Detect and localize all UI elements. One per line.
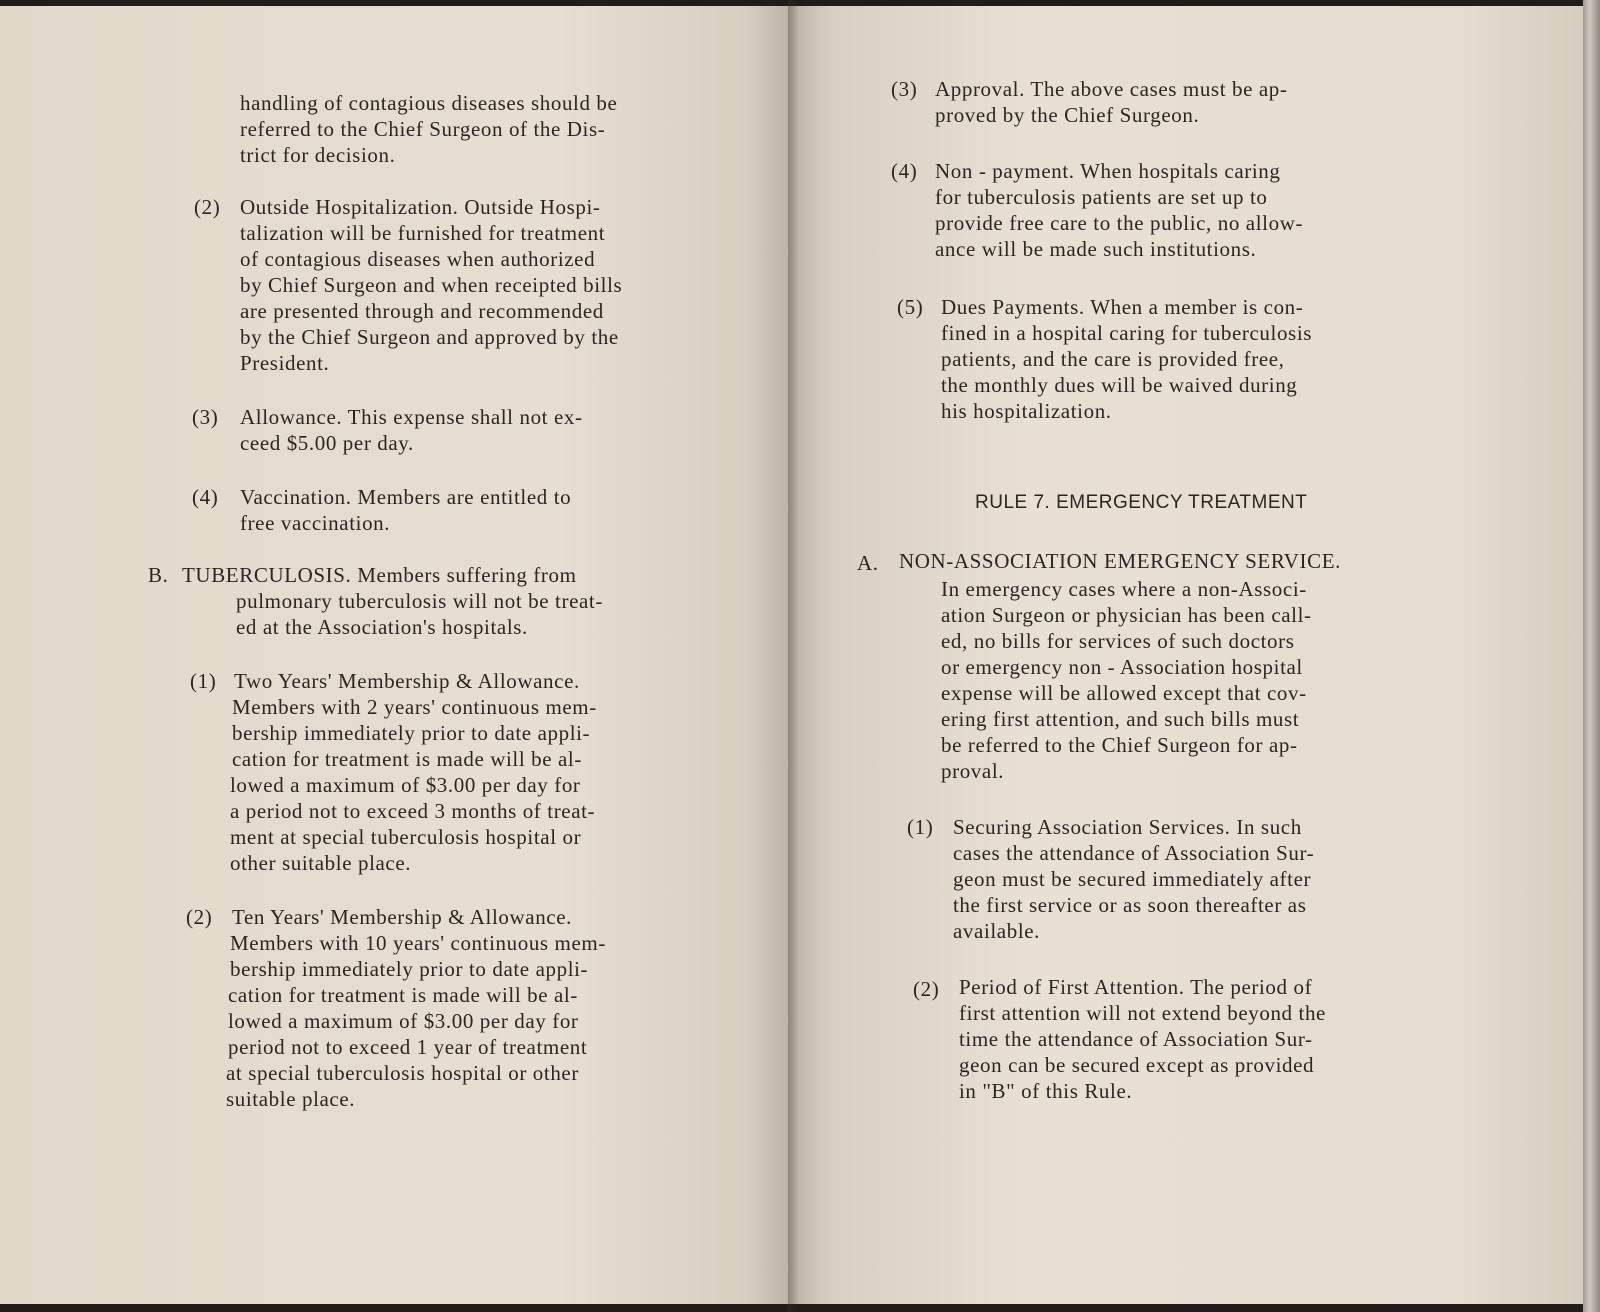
- text-line: first attention will not extend beyond the: [959, 1001, 1326, 1025]
- text-line: ceed $5.00 per day.: [240, 431, 414, 455]
- text-line: by Chief Surgeon and when receipted bills: [240, 273, 623, 297]
- text-line: for tuberculosis patients are set up to: [935, 185, 1268, 209]
- text-line: ed, no bills for services of such doctors: [941, 629, 1295, 653]
- text-line: Members with 2 years' continuous mem-: [232, 695, 597, 719]
- text-line: Non - payment. When hospitals caring: [935, 159, 1281, 183]
- text-line: suitable place.: [226, 1087, 356, 1111]
- text-line: proval.: [941, 759, 1005, 783]
- text-line: in "B" of this Rule.: [959, 1079, 1133, 1103]
- text-line: Securing Association Services. In such: [953, 815, 1302, 839]
- text-line: Outside Hospitalization. Outside Hospi-: [240, 195, 601, 219]
- item-marker: (1): [907, 815, 934, 839]
- text-line: Ten Years' Membership & Allowance.: [232, 905, 572, 929]
- text-line: Members with 10 years' continuous mem-: [230, 931, 606, 955]
- text-line: available.: [953, 919, 1041, 943]
- text-line: handling of contagious diseases should be: [240, 91, 618, 115]
- section-marker: B.: [148, 563, 169, 587]
- text-line: bership immediately prior to date appli-: [232, 721, 591, 745]
- text-line: at special tuberculosis hospital or other: [226, 1061, 579, 1085]
- text-line: Dues Payments. When a member is con-: [941, 295, 1304, 319]
- text-line: Period of First Attention. The period of: [959, 975, 1313, 999]
- left-page: [0, 6, 793, 1304]
- text-line: ation Surgeon or physician has been call-: [941, 603, 1312, 627]
- text-line: cation for treatment is made will be al-: [232, 747, 582, 771]
- text-line: trict for decision.: [240, 143, 396, 167]
- text-line: geon must be secured immediately after: [953, 867, 1312, 891]
- text-line: ering first attention, and such bills must: [941, 707, 1300, 731]
- text-line: NON-ASSOCIATION EMERGENCY SERVICE.: [899, 549, 1342, 573]
- book-gutter: [788, 0, 798, 1312]
- text-line: pulmonary tuberculosis will not be treat-: [236, 589, 603, 613]
- text-line: Approval. The above cases must be ap-: [935, 77, 1288, 101]
- text-line: Allowance. This expense shall not ex-: [240, 405, 583, 429]
- text-line: ed at the Association's hospitals.: [236, 615, 528, 639]
- text-line: ance will be made such institutions.: [935, 237, 1257, 261]
- text-line: the monthly dues will be waived during: [941, 373, 1298, 397]
- item-marker: (2): [194, 195, 221, 219]
- item-marker: (4): [891, 159, 918, 183]
- text-line: period not to exceed 1 year of treatment: [228, 1035, 588, 1059]
- text-line: bership immediately prior to date appli-: [230, 957, 589, 981]
- text-line: geon can be secured except as provided: [959, 1053, 1315, 1077]
- item-marker: (1): [190, 669, 217, 693]
- text-line: referred to the Chief Surgeon of the Dis-: [240, 117, 606, 141]
- text-line: proved by the Chief Surgeon.: [935, 103, 1200, 127]
- text-line: ment at special tuberculosis hospital or: [230, 825, 582, 849]
- text-line: Two Years' Membership & Allowance.: [234, 669, 580, 693]
- page-edges: [1583, 0, 1600, 1312]
- text-line: talization will be furnished for treatment: [240, 221, 606, 245]
- text-line: time the attendance of Association Sur-: [959, 1027, 1313, 1051]
- section-marker: A.: [857, 551, 879, 575]
- rule-heading: RULE 7. EMERGENCY TREATMENT: [975, 492, 1308, 513]
- text-line: In emergency cases where a non-Associ-: [941, 577, 1307, 601]
- text-line: Vaccination. Members are entitled to: [240, 485, 572, 509]
- item-marker: (5): [897, 295, 924, 319]
- item-marker: (2): [186, 905, 213, 929]
- text-line: President.: [240, 351, 330, 375]
- text-line: by the Chief Surgeon and approved by the: [240, 325, 619, 349]
- text-line: cases the attendance of Association Sur-: [953, 841, 1315, 865]
- text-line: provide free care to the public, no allow-: [935, 211, 1304, 235]
- text-line: his hospitalization.: [941, 399, 1112, 423]
- item-marker: (2): [913, 977, 940, 1001]
- text-line: or emergency non - Association hospital: [941, 655, 1303, 679]
- text-line: of contagious diseases when authorized: [240, 247, 596, 271]
- text-line: a period not to exceed 3 months of treat-: [230, 799, 596, 823]
- item-marker: (3): [192, 405, 219, 429]
- text-line: lowed a maximum of $3.00 per day for: [230, 773, 581, 797]
- text-line: other suitable place.: [230, 851, 412, 875]
- item-marker: (3): [891, 77, 918, 101]
- text-line: fined in a hospital caring for tuberculosis: [941, 321, 1313, 345]
- item-marker: (4): [192, 485, 219, 509]
- text-line: are presented through and recommended: [240, 299, 604, 323]
- text-line: free vaccination.: [240, 511, 391, 535]
- text-line: expense will be allowed except that cov-: [941, 681, 1307, 705]
- right-page: [793, 6, 1583, 1304]
- text-line: lowed a maximum of $3.00 per day for: [228, 1009, 579, 1033]
- text-line: TUBERCULOSIS. Members suffering from: [182, 563, 577, 587]
- text-line: be referred to the Chief Surgeon for ap-: [941, 733, 1298, 757]
- text-line: cation for treatment is made will be al-: [228, 983, 578, 1007]
- text-line: the first service or as soon thereafter as: [953, 893, 1307, 917]
- text-line: patients, and the care is provided free,: [941, 347, 1285, 371]
